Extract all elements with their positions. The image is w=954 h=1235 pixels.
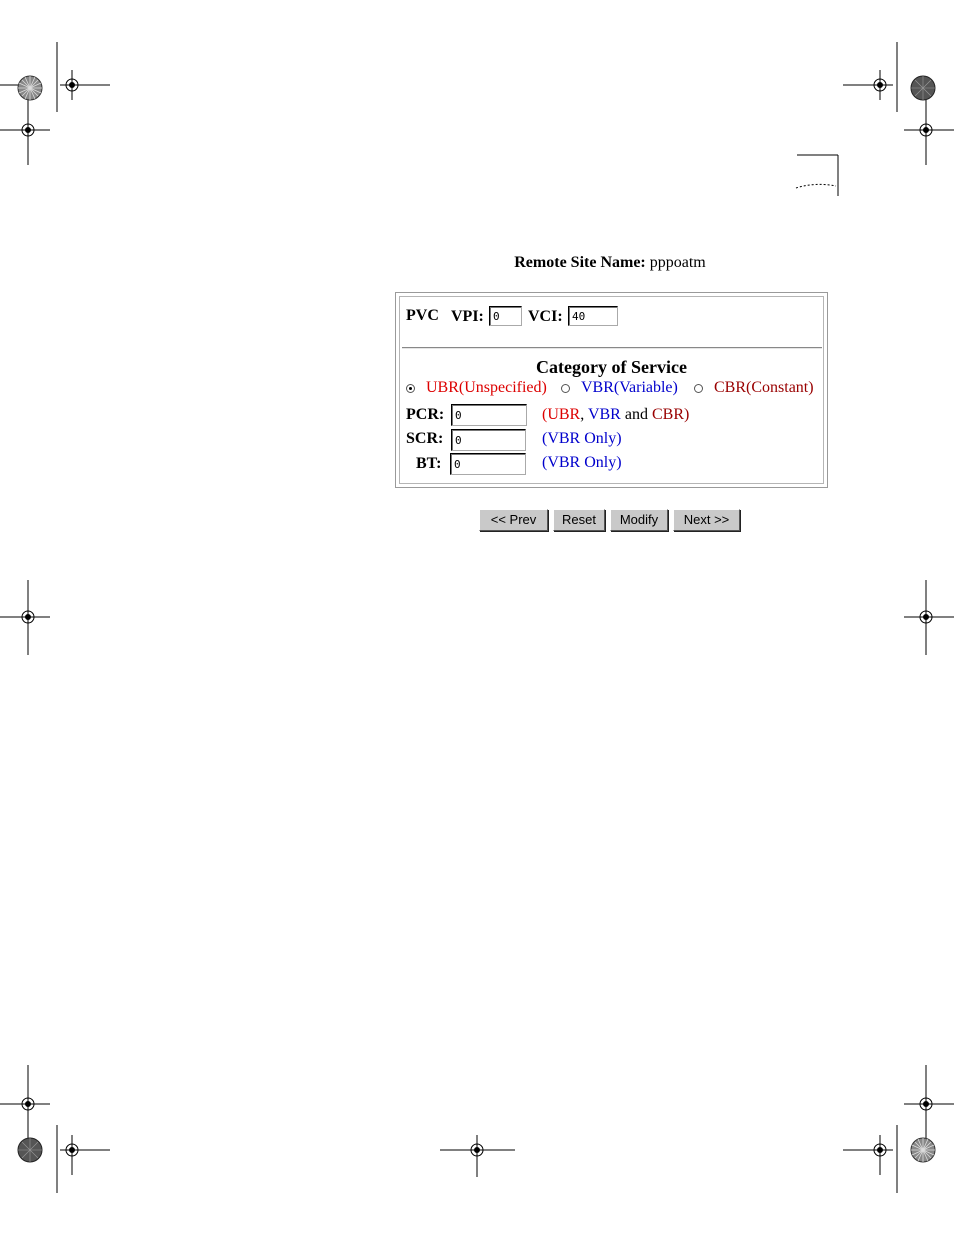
radio-ubr-label[interactable]: UBR(Unspecified) xyxy=(426,379,547,396)
radio-cbr[interactable] xyxy=(694,384,703,393)
category-of-service-title: Category of Service xyxy=(536,357,687,377)
chapter-tab-icon xyxy=(796,155,838,196)
pvc-label: PVC xyxy=(406,307,439,324)
crosshair-icon xyxy=(60,70,110,100)
crosshair-icon xyxy=(0,95,50,165)
vpi-label: VPI: xyxy=(451,308,484,325)
radio-cbr-label[interactable]: CBR(Constant) xyxy=(714,379,814,396)
pcr-note-sep: , xyxy=(580,406,588,423)
crosshair-icon xyxy=(60,1135,110,1175)
starburst-icon xyxy=(911,76,935,100)
radio-ubr[interactable] xyxy=(406,384,415,393)
pcr-note-and: and xyxy=(620,406,652,423)
crosshair-icon xyxy=(0,580,50,655)
bt-label: BT: xyxy=(416,455,442,472)
vpi-input[interactable] xyxy=(489,306,522,326)
crosshair-icon xyxy=(843,70,893,100)
crosshair-icon xyxy=(904,1065,954,1140)
crosshair-icon xyxy=(904,580,954,655)
starburst-icon xyxy=(18,76,42,100)
pcr-note-vbr: VBR xyxy=(587,406,621,423)
crosshair-icon xyxy=(0,1065,50,1140)
pcr-note-ubr: (UBR xyxy=(542,406,581,423)
vci-label: VCI: xyxy=(528,308,563,325)
remote-site-name-label: Remote Site Name: xyxy=(514,254,646,271)
bt-input[interactable] xyxy=(450,453,526,475)
bt-note: (VBR Only) xyxy=(542,454,622,471)
scr-input[interactable] xyxy=(451,429,526,451)
radio-vbr[interactable] xyxy=(561,384,570,393)
radio-vbr-label[interactable]: VBR(Variable) xyxy=(581,379,678,396)
section-divider xyxy=(402,347,822,349)
pcr-note-cbr: CBR) xyxy=(651,406,690,423)
pcr-label: PCR: xyxy=(406,406,445,423)
crosshair-icon xyxy=(440,1135,515,1177)
scr-note: (VBR Only) xyxy=(542,430,622,447)
reset-button[interactable]: Reset xyxy=(553,509,605,531)
pcr-input[interactable] xyxy=(451,404,527,426)
crosshair-icon xyxy=(904,95,954,165)
remote-site-name xyxy=(0,254,954,272)
starburst-icon xyxy=(911,1138,935,1162)
crosshair-icon xyxy=(843,1135,893,1175)
remote-site-name-value: pppoatm xyxy=(649,254,706,271)
vci-input[interactable] xyxy=(568,306,618,326)
starburst-icon xyxy=(18,1138,42,1162)
prev-button[interactable]: << Prev xyxy=(479,509,548,531)
next-button[interactable]: Next >> xyxy=(673,509,740,531)
pcr-note xyxy=(542,406,689,424)
scr-label: SCR: xyxy=(406,430,444,447)
modify-button[interactable]: Modify xyxy=(610,509,668,531)
